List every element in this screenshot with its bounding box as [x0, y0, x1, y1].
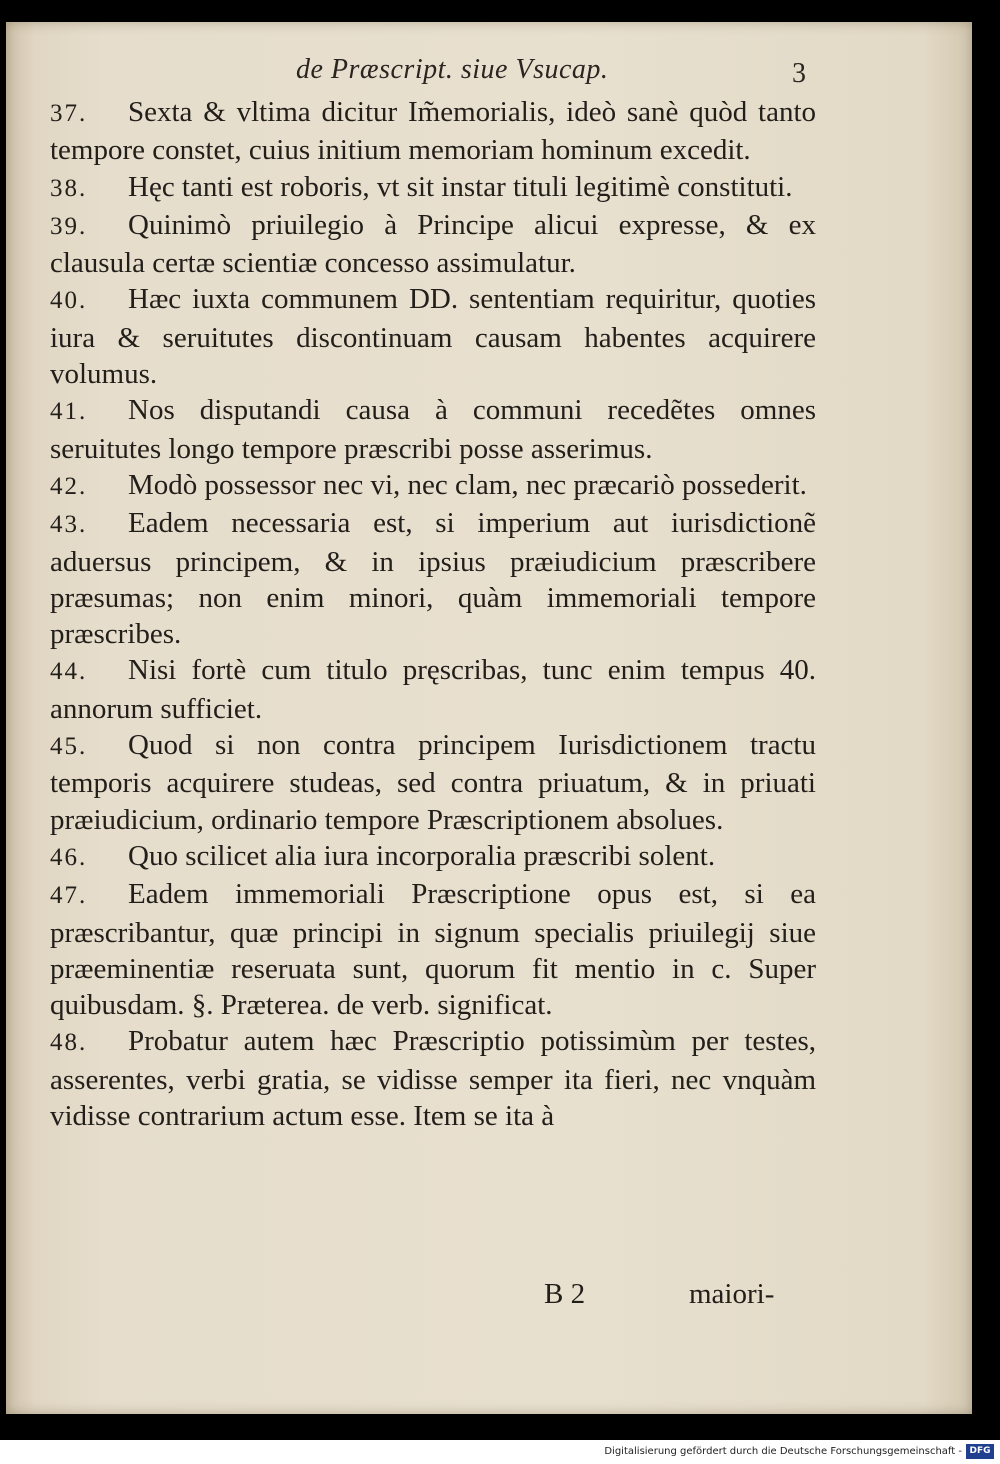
- footer-bar: [0, 1440, 1000, 1464]
- signature-mark: B 2: [544, 1278, 586, 1310]
- paragraph-number: 44.: [50, 658, 88, 686]
- paragraph-42: [50, 467, 816, 505]
- paragraph-number: 38.: [50, 174, 88, 202]
- paragraph-text: Quinimò priuilegio à Principe alicui expresse, & ex clausula certæ scientiæ concesso assimulatur.: [50, 208, 816, 280]
- book-page: [6, 22, 972, 1414]
- catchword: maiori-: [689, 1278, 775, 1310]
- paragraph-number: 42.: [50, 472, 88, 500]
- paragraph-number: 40.: [50, 287, 88, 315]
- paragraph-number: 39.: [50, 212, 88, 240]
- paragraph-text: Eadem necessaria est, si imperium aut iurisdictionẽ aduersus principem, & in ipsius præiudicium præscribere præsumas; non enim minori, quàm immemoriali tempore præscribes.: [50, 507, 816, 651]
- paragraph-number: 43.: [50, 511, 88, 539]
- paragraph-48: [50, 1023, 816, 1134]
- paragraph-46: [50, 838, 816, 876]
- paragraph-number: 37.: [50, 100, 88, 127]
- paragraph-text: Modò possessor nec vi, nec clam, nec præcariò possederit.: [128, 468, 807, 501]
- paragraph-number: 41.: [50, 398, 88, 426]
- paragraph-44: [50, 652, 816, 727]
- body-text: [50, 94, 816, 1134]
- paragraph-number: 45.: [50, 733, 88, 761]
- paragraph-45: [50, 727, 816, 838]
- paragraph-number: 48.: [50, 1029, 88, 1057]
- paragraph-text: Eadem immemoriali Præscriptione opus est, si ea præscribantur, quæ principi in signum specialis priuilegij siue præeminentiæ reseruata sunt, quorum fit mentio in c. Super quibusdam. §. Præterea. de verb. significat.: [50, 878, 816, 1022]
- paragraph-40: [50, 281, 816, 392]
- paragraph-text: Quod si non contra principem Iurisdictionem tractu temporis acquirere studeas, sed contra priuatum, & in priuati præiudicium, ordinario tempore Præscriptionem absolues.: [50, 729, 816, 836]
- catchline: [6, 1278, 972, 1318]
- paragraph-text: Sexta & vltima dicitur Im̃emorialis, ideò sanè quòd tanto tempore constet, cuius initium memoriam hominum excedit.: [50, 96, 816, 167]
- paragraph-number: 47.: [50, 882, 88, 910]
- paragraph-text: Quo scilicet alia iura incorporalia præscribi solent.: [128, 839, 716, 872]
- dfg-logo-icon: DFG: [966, 1444, 994, 1459]
- running-head-title: de Præscript. siue Vsucap.: [296, 54, 609, 85]
- paragraph-43: [50, 505, 816, 652]
- paragraph-47: [50, 876, 816, 1023]
- running-head: [6, 54, 972, 94]
- paragraph-41: [50, 392, 816, 467]
- page-number: 3: [792, 58, 806, 89]
- paragraph-37: [50, 94, 816, 169]
- paragraph-text: Hęc tanti est roboris, vt sit instar tituli legitimè constituti.: [128, 170, 793, 203]
- paragraph-39: [50, 207, 816, 282]
- paragraph-text: Probatur autem hæc Præscriptio potissimùm per testes, asserentes, verbi gratia, se vidisse semper ita fieri, nec vnquàm vidisse contrarium actum esse. Item se ita à: [50, 1025, 816, 1133]
- paragraph-text: Nos disputandi causa à communi recedẽtes omnes seruitutes longo tempore præscribi posse asserimus.: [50, 394, 816, 465]
- paragraph-number: 46.: [50, 843, 88, 871]
- funding-credit: Digitalisierung gefördert durch die Deutsche Forschungsgemeinschaft -: [604, 1446, 962, 1457]
- paragraph-text: Nisi fortè cum titulo pręscribas, tunc enim tempus 40. annorum sufficiet.: [50, 654, 816, 725]
- paragraph-38: [50, 169, 816, 207]
- paragraph-text: Hæc iuxta communem DD. sententiam requiritur, quoties iura & seruitutes discontinuam causam habentes acquirere volumus.: [50, 283, 816, 391]
